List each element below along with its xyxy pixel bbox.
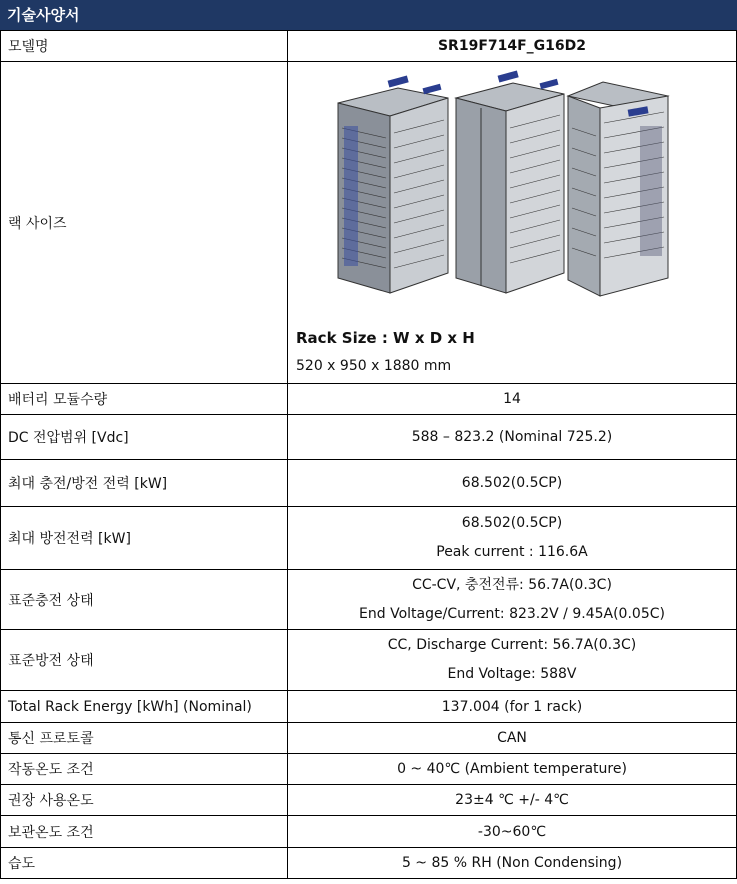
rack-cell <box>288 62 737 384</box>
table-row <box>1 785 737 816</box>
table-row <box>1 754 737 785</box>
row-value: -30~60℃ <box>288 816 737 848</box>
row-value: 5 ~ 85 % RH (Non Condensing) <box>288 848 737 879</box>
row-label: 보관온도 조건 <box>1 816 288 848</box>
row-label: 표준방전 상태 <box>1 630 288 691</box>
table-row <box>1 723 737 754</box>
model-value: SR19F714F_G16D2 <box>288 31 737 62</box>
value-line: End Voltage: 588V <box>447 666 577 682</box>
row-label: 배터리 모듈수량 <box>1 384 288 415</box>
row-label: 통신 프로토콜 <box>1 723 288 754</box>
rack-caption <box>296 324 475 380</box>
row-label: 모델명 <box>1 31 288 62</box>
value-line: 68.502(0.5CP) <box>461 515 563 531</box>
spec-table <box>0 30 737 879</box>
value-line: CC-CV, 충전전류: 56.7A(0.3C) <box>412 576 612 593</box>
rack-front-closed <box>456 71 564 293</box>
table-row <box>1 570 737 630</box>
row-label: DC 전압범위 [Vdc] <box>1 415 288 460</box>
row-value <box>288 570 737 630</box>
row-label: Total Rack Energy [kWh] (Nominal) <box>1 691 288 723</box>
table-row <box>1 630 737 691</box>
table-row <box>1 691 737 723</box>
row-value: 14 <box>288 384 737 415</box>
rack-front-open <box>338 76 448 293</box>
row-value: 68.502(0.5CP) <box>288 460 737 507</box>
table-row <box>1 816 737 848</box>
table-row <box>1 62 737 384</box>
rack-illustration <box>328 68 688 308</box>
value-line: Peak current : 116.6A <box>436 544 588 560</box>
table-row <box>1 848 737 879</box>
row-label: 권장 사용온도 <box>1 785 288 816</box>
table-row <box>1 507 737 570</box>
table-row <box>1 31 737 62</box>
table-row <box>1 384 737 415</box>
table-row <box>1 460 737 507</box>
table-row <box>1 415 737 460</box>
row-label: 최대 충전/방전 전력 [kW] <box>1 460 288 507</box>
row-value: 23±4 ℃ +/- 4℃ <box>288 785 737 816</box>
row-value: 588 – 823.2 (Nominal 725.2) <box>288 415 737 460</box>
row-value <box>288 630 737 691</box>
row-value <box>288 507 737 570</box>
sheet-title: 기술사양서 <box>0 0 737 30</box>
rack-size-title: Rack Size : W x D x H <box>296 329 475 347</box>
row-value: 0 ~ 40℃ (Ambient temperature) <box>288 754 737 785</box>
value-line: CC, Discharge Current: 56.7A(0.3C) <box>387 637 637 653</box>
row-value: CAN <box>288 723 737 754</box>
rack-rear <box>568 82 668 296</box>
rack-size-dims: 520 x 950 x 1880 mm <box>296 358 452 374</box>
row-label: 최대 방전전력 [kW] <box>1 507 288 570</box>
row-label: 랙 사이즈 <box>1 62 288 384</box>
row-label: 작동온도 조건 <box>1 754 288 785</box>
value-line: End Voltage/Current: 823.2V / 9.45A(0.05C) <box>359 605 665 622</box>
row-label: 표준충전 상태 <box>1 570 288 630</box>
row-label: 습도 <box>1 848 288 879</box>
row-value: 137.004 (for 1 rack) <box>288 691 737 723</box>
